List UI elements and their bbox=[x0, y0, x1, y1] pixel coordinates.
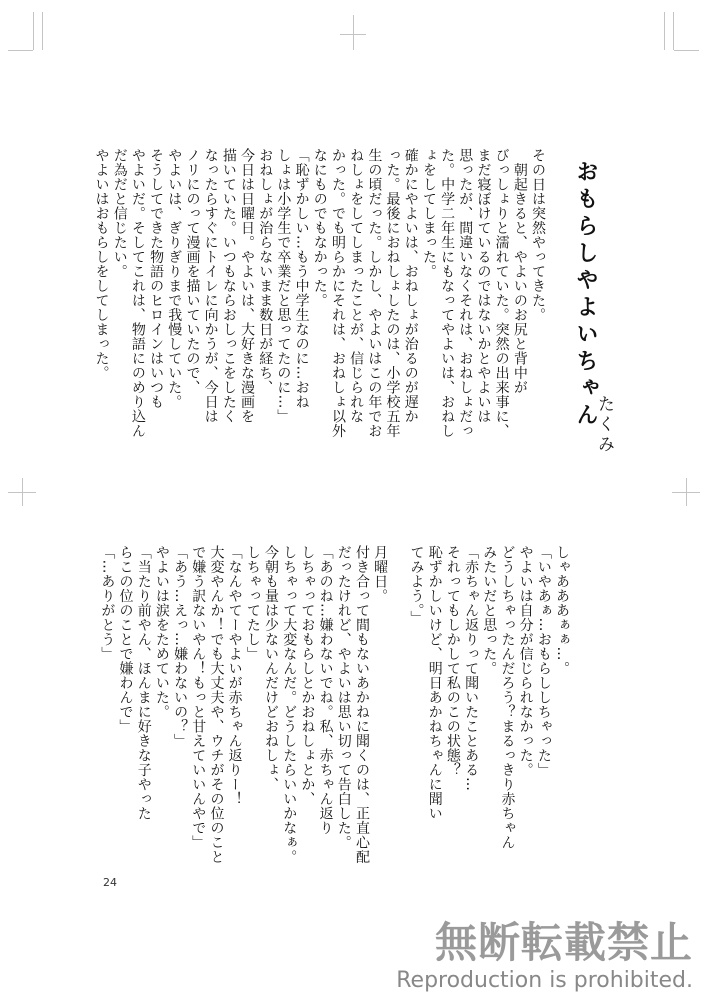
text-line: 「あう…えっ…嫌わないの？」 bbox=[172, 545, 189, 748]
crop-mark-top-right bbox=[664, 12, 665, 50]
crop-mark-middle-right-v bbox=[686, 478, 687, 506]
crop-mark-middle-left-v bbox=[22, 478, 23, 506]
text-line: だったけれど、やよいは思い切って告白した。 bbox=[335, 545, 352, 850]
text-line: おねしょが治らないまま数日が経ち、 bbox=[257, 148, 274, 395]
body-text-upper bbox=[92, 148, 547, 448]
crop-mark-top-left bbox=[33, 12, 34, 50]
text-line: 大変やんか！でも大丈夫や、ウチがその位のこと bbox=[208, 545, 225, 864]
text-line: ょをしてしまった。 bbox=[420, 148, 437, 279]
text-line: やよいだ。そしてこれは、物語にのめり込ん bbox=[129, 148, 146, 438]
text-line: ノリにのって漫画を描いていたので、 bbox=[184, 148, 201, 395]
crop-mark-top-left-inner bbox=[42, 12, 43, 50]
crop-mark-top-left-h bbox=[8, 50, 33, 51]
text-line: どうしちゃったんだろう？まるっきり赤ちゃん bbox=[499, 545, 516, 850]
text-line: しちゃっておもらしとかおねしょとか、 bbox=[299, 545, 316, 806]
text-line: それってもしかして私のこの状態？ bbox=[444, 545, 461, 777]
watermark-japanese: 無断転載禁止 bbox=[434, 918, 693, 968]
text-line: みたいだと思った。 bbox=[481, 545, 498, 676]
text-line: 朝起きると、やよいのお尻と背中が bbox=[511, 148, 528, 395]
text-line: 「あのね…嫌わないでね。私、赤ちゃん返り bbox=[317, 545, 334, 835]
text-line-spacer bbox=[389, 545, 407, 850]
text-line: で嫌う訳ないやん！もっと甘えていいんやで」 bbox=[190, 545, 207, 850]
text-line: やよいは涙をためていた。 bbox=[153, 545, 170, 719]
watermark-english: Reproduction is prohibited. bbox=[396, 967, 693, 993]
page-number: 24 bbox=[103, 876, 117, 889]
story-title: おもらしやよいちゃん bbox=[573, 160, 598, 430]
text-line: しちゃって大変なんだ。どうしたらいいかなぁ。 bbox=[281, 545, 298, 864]
text-line: だ為だと信じたい。 bbox=[111, 148, 128, 279]
text-line: やよいは、ぎりぎりまで我慢していた。 bbox=[166, 148, 183, 409]
text-line: 今日は日曜日。やよいは、大好きな漫画を bbox=[239, 148, 255, 424]
text-line: なにものでもなかった。 bbox=[311, 148, 328, 308]
text-line: びっしょりと濡れていた。突然の出来事に、 bbox=[493, 148, 510, 438]
text-line: しょは小学生で卒業だと思ってたのに…」 bbox=[275, 148, 292, 424]
text-line: 今朝も量は少ないんだけどおねしょ、 bbox=[263, 545, 279, 792]
crop-mark-top-right-inner bbox=[673, 12, 674, 50]
text-line: やよいは自分が信じられなかった。 bbox=[517, 545, 534, 777]
text-line: 「なんやてーやよいが赤ちゃん返りー！ bbox=[226, 545, 243, 806]
text-line: ねしょをしてしまったことが、信じられな bbox=[348, 148, 365, 424]
watermark bbox=[396, 919, 693, 994]
text-line: らこの位のことで嫌わんで」 bbox=[117, 545, 134, 734]
text-line: 「いやあぁ…おもらししちゃった」 bbox=[535, 545, 552, 777]
body-text-lower bbox=[98, 545, 571, 864]
text-line: 思ったが、間違いなくそれは、おねしょだっ bbox=[457, 148, 474, 438]
text-line: かった。でも明らかにそれは、おねしょ以外 bbox=[329, 148, 346, 438]
text-line: 「恥ずかしい…もう中学生なのに…おね bbox=[293, 148, 310, 409]
text-line: 恥ずかしいけど、明日あかねちゃんに聞い bbox=[426, 545, 443, 821]
text-line: てみよう。」 bbox=[408, 545, 425, 625]
text-line: しゃあああぁぁ…。 bbox=[554, 545, 570, 676]
text-line: 確かにやよいは、おねしょが治るのが遅か bbox=[402, 148, 419, 424]
text-line: やよいはおもらしをしてしまった。 bbox=[93, 148, 110, 380]
text-line: まだ寝ぼけているのではないかとやよいは bbox=[475, 148, 492, 424]
text-line: その日は突然やってきた。 bbox=[530, 148, 546, 322]
text-line: なったらすぐにトイレに向かうが、今日は bbox=[202, 148, 219, 424]
text-line: った。最後におねしょしたのは、小学校五年 bbox=[384, 148, 401, 438]
text-line: しちゃってたし」 bbox=[244, 545, 261, 661]
text-line: そうしてできた物語のヒロインはいつも bbox=[148, 148, 165, 409]
crop-mark-top-right-h bbox=[674, 50, 699, 51]
text-line: た。中学二年生にもなってやよいは、おねし bbox=[439, 148, 456, 438]
text-line: 「…ありがとう」 bbox=[99, 545, 116, 661]
text-line: 「当たり前やん、ほんまに好きな子やった bbox=[135, 545, 152, 821]
text-line: 「赤ちゃん返りって聞いたことある… bbox=[463, 545, 480, 792]
crop-mark-top-center-h bbox=[340, 34, 366, 35]
text-line: 生の頃だった。しかし、やよいはこの年でお bbox=[366, 148, 383, 438]
text-line: 月曜日。 bbox=[372, 545, 389, 603]
text-line: 描いていた。いつもならおしっこをしたく bbox=[220, 148, 237, 424]
story-author: たくみ bbox=[594, 395, 614, 455]
text-line: 付き合って間もないあかねに聞くのは、正直心配 bbox=[353, 545, 370, 864]
crop-mark-top-center bbox=[353, 15, 354, 50]
